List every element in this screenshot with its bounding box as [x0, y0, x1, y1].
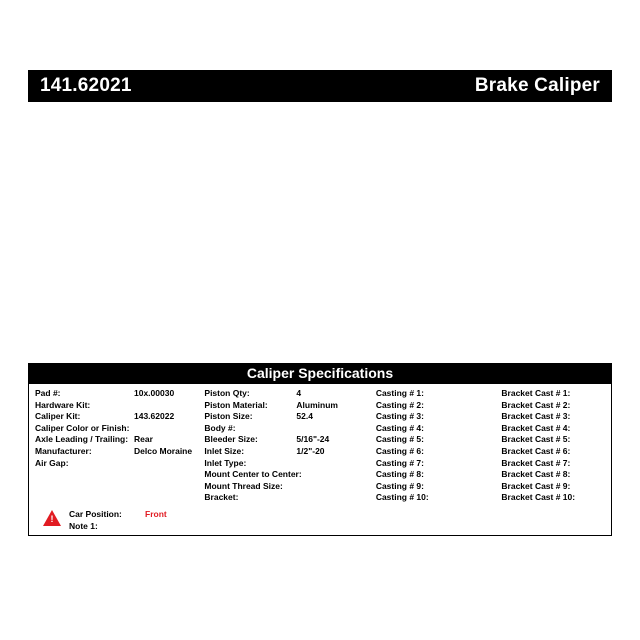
- spec-label: Casting # 2:: [375, 399, 424, 410]
- spec-row: [501, 469, 605, 481]
- spec-label: Bracket Cast # 6:: [501, 445, 571, 456]
- spec-row: [204, 469, 363, 481]
- footer-label: Car Position:: [69, 509, 122, 519]
- spec-row: [376, 434, 490, 446]
- spec-value: 52.4: [296, 411, 313, 422]
- spec-label: Casting # 6:: [375, 445, 424, 456]
- spec-label: Bracket Cast # 7:: [501, 457, 571, 468]
- spec-label: Piston Qty:: [204, 388, 250, 398]
- spec-row: [501, 446, 605, 458]
- spec-row: [376, 469, 490, 481]
- spec-label: Caliper Kit:: [35, 411, 81, 422]
- spec-title: Caliper Specifications: [28, 363, 612, 384]
- product-spec-sheet: [28, 0, 612, 640]
- spec-row: [35, 400, 192, 412]
- spec-row: [35, 434, 192, 446]
- spec-row: [501, 481, 605, 493]
- spec-label: Bracket Cast # 10:: [501, 492, 576, 503]
- spec-value: 5/16"-24: [296, 434, 330, 445]
- spec-label: Bracket Cast # 8:: [501, 469, 571, 480]
- spec-row: [501, 400, 605, 412]
- spec-label: Bracket Cast # 2:: [501, 399, 571, 410]
- spec-label: Bracket Cast # 5:: [501, 434, 571, 445]
- footer-row: [69, 521, 167, 533]
- footer-note-block: [28, 502, 612, 536]
- product-title: Brake Caliper: [474, 75, 600, 96]
- part-number: 141.62021: [40, 75, 132, 96]
- spec-label: Casting # 4:: [375, 422, 424, 433]
- spec-label: Bleeder Size:: [204, 434, 258, 445]
- spec-row: [204, 446, 363, 458]
- spec-row: [501, 388, 605, 400]
- spec-label: Air Gap:: [35, 457, 69, 468]
- spec-value: [296, 423, 363, 435]
- header-bar: [28, 70, 612, 102]
- footer-rows: [69, 509, 167, 532]
- spec-row: [204, 400, 363, 412]
- spec-label: Body #:: [204, 422, 236, 433]
- spec-value: [296, 469, 363, 481]
- spec-label: Casting # 8:: [375, 469, 424, 480]
- spec-value: Rear: [134, 434, 153, 445]
- spec-row: [204, 434, 363, 446]
- spec-row: [35, 388, 192, 400]
- spec-value: [134, 423, 192, 435]
- spec-label: Bracket Cast # 9:: [501, 480, 571, 491]
- spec-label: Mount Thread Size:: [204, 480, 283, 491]
- spec-row: [204, 388, 363, 400]
- spec-label: Bracket Cast # 3:: [501, 411, 571, 422]
- spec-row: [204, 423, 363, 435]
- spec-row: [204, 481, 363, 493]
- spec-body: [28, 384, 612, 510]
- spec-row: [501, 411, 605, 423]
- spec-row: [35, 411, 192, 423]
- spec-label: Piston Material:: [204, 399, 268, 410]
- warning-triangle-icon: [43, 510, 61, 526]
- spec-value: Delco Moraine: [134, 445, 193, 456]
- spec-label: Casting # 10:: [375, 492, 429, 503]
- spec-value: [296, 481, 363, 493]
- spec-label: Casting # 1:: [375, 388, 424, 398]
- spec-label: Hardware Kit:: [35, 399, 91, 410]
- spec-value: 143.62022: [134, 411, 175, 422]
- spec-label: Bracket Cast # 4:: [501, 422, 571, 433]
- spec-value: Aluminum: [296, 399, 338, 410]
- spec-value: 4: [296, 388, 302, 398]
- spec-column-1: [29, 388, 198, 469]
- spec-row: [376, 400, 490, 412]
- spec-value: [134, 400, 192, 412]
- footer-row: [69, 509, 167, 521]
- spec-row: [501, 458, 605, 470]
- spec-label: Caliper Color or Finish:: [35, 422, 130, 433]
- spec-row: [501, 434, 605, 446]
- spec-row: [35, 446, 192, 458]
- spec-row: [35, 423, 192, 435]
- spec-row: [376, 423, 490, 435]
- spec-row: [501, 423, 605, 435]
- spec-label: Casting # 3:: [375, 411, 424, 422]
- spec-label: Bracket:: [204, 492, 239, 503]
- spec-label: Pad #:: [35, 388, 61, 398]
- footer-label: Note 1:: [69, 520, 98, 531]
- spec-row: [376, 446, 490, 458]
- footer-value: Front: [145, 509, 167, 519]
- spec-column-2: [198, 388, 369, 504]
- spec-row: [204, 411, 363, 423]
- spec-label: Casting # 7:: [375, 457, 424, 468]
- spec-label: Inlet Type:: [204, 457, 247, 468]
- spec-column-4: [495, 388, 611, 504]
- spec-value: [134, 458, 192, 470]
- spec-value: [296, 458, 363, 470]
- spec-label: Manufacturer:: [35, 445, 92, 456]
- spec-row: [35, 458, 192, 470]
- spec-row: [376, 458, 490, 470]
- spec-row: [376, 411, 490, 423]
- caliper-specifications-block: [28, 363, 612, 510]
- spec-label: Bracket Cast # 1:: [501, 388, 571, 398]
- spec-label: Inlet Size:: [204, 445, 245, 456]
- spec-row: [376, 388, 490, 400]
- spec-value: 10x.00030: [134, 388, 175, 398]
- spec-column-3: [370, 388, 496, 504]
- spec-row: [204, 458, 363, 470]
- warning-exclamation: !: [50, 514, 54, 524]
- spec-label: Axle Leading / Trailing:: [35, 434, 129, 445]
- spec-row: [376, 481, 490, 493]
- spec-label: Piston Size:: [204, 411, 253, 422]
- spec-label: Casting # 9:: [375, 480, 424, 491]
- spec-label: Mount Center to Center:: [204, 469, 302, 480]
- spec-label: Casting # 5:: [375, 434, 424, 445]
- spec-value: 1/2"-20: [296, 445, 325, 456]
